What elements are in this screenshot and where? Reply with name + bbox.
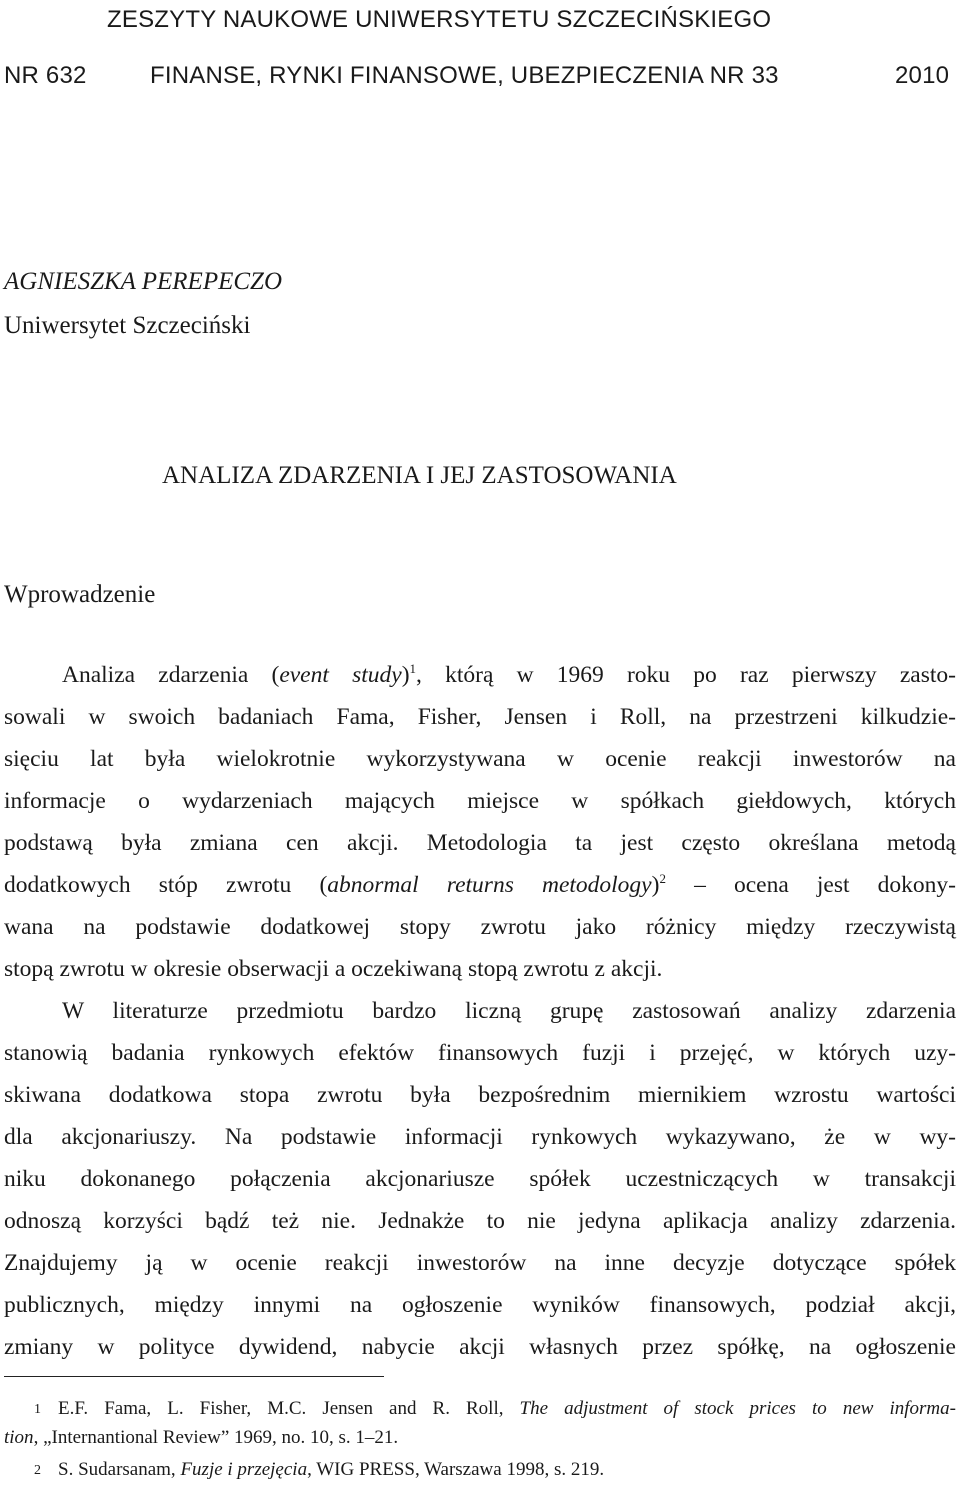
text-line: sięciu lat była wielokrotnie wykorzystywana w ocenie reakcji inwestorów na [4, 746, 956, 772]
text-line: dla akcjonariuszy. Na podstawie informacji rynkowych wykazywano, że w wy- [4, 1124, 956, 1150]
journal-title: ZESZYTY NAUKOWE UNIWERSYTETU SZCZECIŃSKIEGO [107, 6, 772, 33]
text-line: sowali w swoich badaniach Fama, Fisher, Jensen i Roll, na przestrzeni kilkudzie- [4, 704, 956, 730]
text-line: dodatkowych stóp zwrotu (abnormal returns metodology)$^2$ – ocena jest dokony- [4, 871, 956, 898]
footnote-ref: 2 [659, 871, 666, 886]
footnote-number: 2 [34, 1463, 41, 1478]
text-line: niku dokonanego połączenia akcjonariusze spółek uczestniczących w transakcji [4, 1166, 956, 1192]
text-line: informacje o wydarzeniach mających miejsce w spółkach giełdowych, których [4, 788, 956, 814]
text-line: wana na podstawie dodatkowej stopy zwrotu jako różnicy między rzeczywistą [4, 914, 956, 940]
footnote-divider [4, 1376, 384, 1377]
footnote-number: 1 [34, 1402, 41, 1417]
journal-number: NR 632 [4, 62, 87, 89]
text-line: odnoszą korzyści bądź też nie. Jednakże to nie jedyna aplikacja analizy zdarzenia. [4, 1208, 956, 1234]
author-name: AGNIESZKA PEREPECZO [4, 268, 283, 295]
text-line: Znajdujemy ją w ocenie reakcji inwestorów na inne decyzje dotyczące spółek [4, 1250, 956, 1276]
journal-year: 2010 [895, 62, 950, 89]
author-affiliation: Uniwersytet Szczeciński [4, 312, 251, 339]
text-line: Analiza zdarzenia (event study)$^1$, którą w 1969 roku po raz pierwszy zasto- [62, 661, 956, 688]
footnote-text: S. Sudarsanam, Fuzje i przejęcia, WIG PRESS, Warszawa 1998, s. 219. [58, 1459, 605, 1480]
footnote-text: tion, „Internantional Review” 1969, no. 10, s. 1–21. [4, 1427, 399, 1448]
text-line: publicznych, między innymi na ogłoszenie wyników finansowych, podział akcji, [4, 1292, 956, 1318]
text-line: zmiany w polityce dywidend, nabycie akcji własnych przez spółkę, na ogłoszenie [4, 1334, 956, 1360]
footnote-ref: 1 [409, 661, 417, 676]
text-line: stopą zwrotu w okresie obserwacji a oczekiwaną stopą zwrotu z akcji. [4, 956, 663, 982]
article-title: ANALIZA ZDARZENIA I JEJ ZASTOSOWANIA [162, 462, 677, 489]
section-heading: Wprowadzenie [4, 581, 156, 608]
text-line: W literaturze przedmiotu bardzo liczną grupę zastosowań analizy zdarzenia [62, 998, 956, 1024]
footnote-text: E.F. Fama, L. Fisher, M.C. Jensen and R. Roll, The adjustment of stock prices to new informa- [58, 1398, 956, 1419]
journal-series: FINANSE, RYNKI FINANSOWE, UBEZPIECZENIA NR 33 [150, 62, 779, 89]
text-line: skiwana dodatkowa stopa zwrotu była bezpośrednim miernikiem wzrostu wartości [4, 1082, 956, 1108]
text-line: podstawą była zmiana cen akcji. Metodologia ta jest często określana metodą [4, 830, 956, 856]
text-line: stanowią badania rynkowych efektów finansowych fuzji i przejęć, w których uzy- [4, 1040, 956, 1066]
